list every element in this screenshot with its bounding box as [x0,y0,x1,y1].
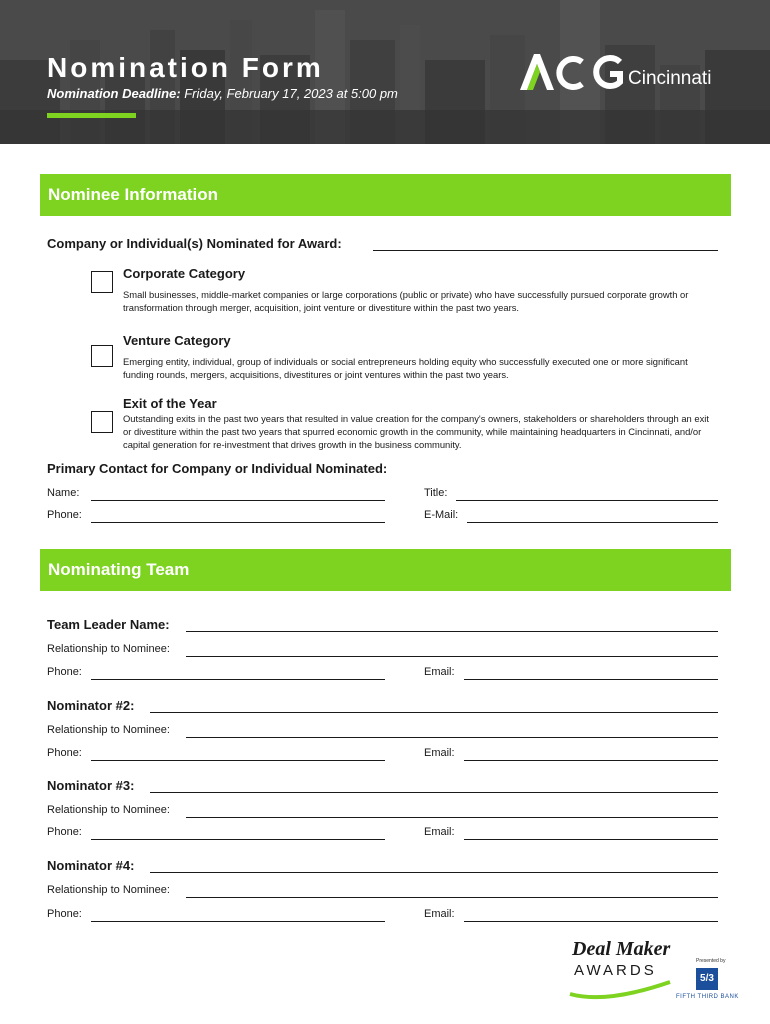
deadline-value: Friday, February 17, 2023 at 5:00 pm [180,86,398,101]
primary-contact-heading: Primary Contact for Company or Individual Nominated: [47,461,388,476]
contact-phone-field[interactable] [91,522,385,523]
deadline-label: Nomination Deadline: [47,86,181,101]
company-nominated-label: Company or Individual(s) Nominated for Award: [47,236,342,251]
nominator-2-name-field[interactable] [150,712,718,713]
exit-of-the-year-description: Outstanding exits in the past two years that resulted in value creation for the company's owners, stakeholders or shareholders through an exit or divestiture within the past two years that spurred economic growth in the community, while maintaining headquarters in Cincinnati, and/or capital generation for re-investment that drives growth in the business community. [123,413,709,450]
nominator-2-label: Nominator #2: [47,698,135,713]
fifth-third-bank-text: FIFTH THIRD BANK [676,994,739,1000]
corporate-category-checkbox[interactable] [91,271,113,293]
venture-category-checkbox[interactable] [91,345,113,367]
nominator-3-email-label: Email: [424,826,455,838]
nominator-2-relationship-label: Relationship to Nominee: [47,724,170,736]
nominator-3-relationship-label: Relationship to Nominee: [47,804,170,816]
nominator-3-label: Nominator #3: [47,778,135,793]
acg-logo-mark [520,52,624,92]
contact-email-label: E-Mail: [424,509,459,521]
header-accent-bar [47,113,136,118]
venture-category-title: Venture Category [123,333,231,348]
contact-name-label: Name: [47,487,80,499]
nominator-3-phone-label: Phone: [47,826,82,838]
exit-of-the-year-title: Exit of the Year [123,396,217,411]
contact-title-field[interactable] [456,500,718,501]
team-leader-phone-field[interactable] [91,679,385,680]
team-leader-label: Team Leader Name: [47,617,170,632]
nominator-2-email-field[interactable] [464,760,718,761]
nominator-4-email-field[interactable] [464,921,718,922]
page-title: Nomination Form [47,52,324,83]
contact-phone-label: Phone: [47,509,82,521]
nominator-2-phone-label: Phone: [47,747,82,759]
corporate-category-title: Corporate Category [123,266,246,281]
nominator-2-phone-field[interactable] [91,760,385,761]
venture-category-description: Emerging entity, individual, group of individuals or social entrepreneurs holding equity who successfully executed one or more significant funding rounds, mergers, acquisitions, divestitures or joint ventures within the past two years. [123,356,688,380]
nominator-4-label: Nominator #4: [47,858,135,873]
nomination-deadline [47,86,398,101]
logo-city-text: Cincinnati [628,68,712,89]
nominator-3-relationship-field[interactable] [186,817,718,818]
presented-by-text: Presented by [696,958,726,964]
corporate-category-description: Small businesses, middle-market companies or large corporations (public or private) who have successfully pursued corporate growth or transformation through merger, acquisition, joint venture or divestiture within the past two years. [123,289,689,313]
company-nominated-field[interactable] [373,250,718,251]
exit-of-the-year-checkbox[interactable] [91,411,113,433]
nominee-information-heading: Nominee Information [40,174,731,216]
page-header [0,0,770,144]
team-leader-name-field[interactable] [186,631,718,632]
nominator-3-phone-field[interactable] [91,839,385,840]
nominator-3-email-field[interactable] [464,839,718,840]
fifth-third-logo-icon: 5/3 [696,968,718,990]
nominator-2-email-label: Email: [424,747,455,759]
team-leader-email-field[interactable] [464,679,718,680]
deal-maker-text: Deal Maker [572,938,671,960]
awards-text: AWARDS [574,962,657,979]
contact-email-field[interactable] [467,522,718,523]
nominator-4-phone-label: Phone: [47,908,82,920]
nominating-team-heading: Nominating Team [40,549,731,591]
nominator-4-phone-field[interactable] [91,921,385,922]
nominator-4-name-field[interactable] [150,872,718,873]
team-leader-email-label: Email: [424,666,455,678]
team-leader-relationship-field[interactable] [186,656,718,657]
nominator-3-name-field[interactable] [150,792,718,793]
nominator-4-relationship-field[interactable] [186,897,718,898]
nominator-4-relationship-label: Relationship to Nominee: [47,884,170,896]
team-leader-relationship-label: Relationship to Nominee: [47,643,170,655]
contact-name-field[interactable] [91,500,385,501]
nominator-2-relationship-field[interactable] [186,737,718,738]
deal-maker-awards-logo [566,938,678,1002]
nominator-4-email-label: Email: [424,908,455,920]
contact-title-label: Title: [424,487,448,499]
team-leader-phone-label: Phone: [47,666,82,678]
acg-cincinnati-logo [520,52,711,92]
